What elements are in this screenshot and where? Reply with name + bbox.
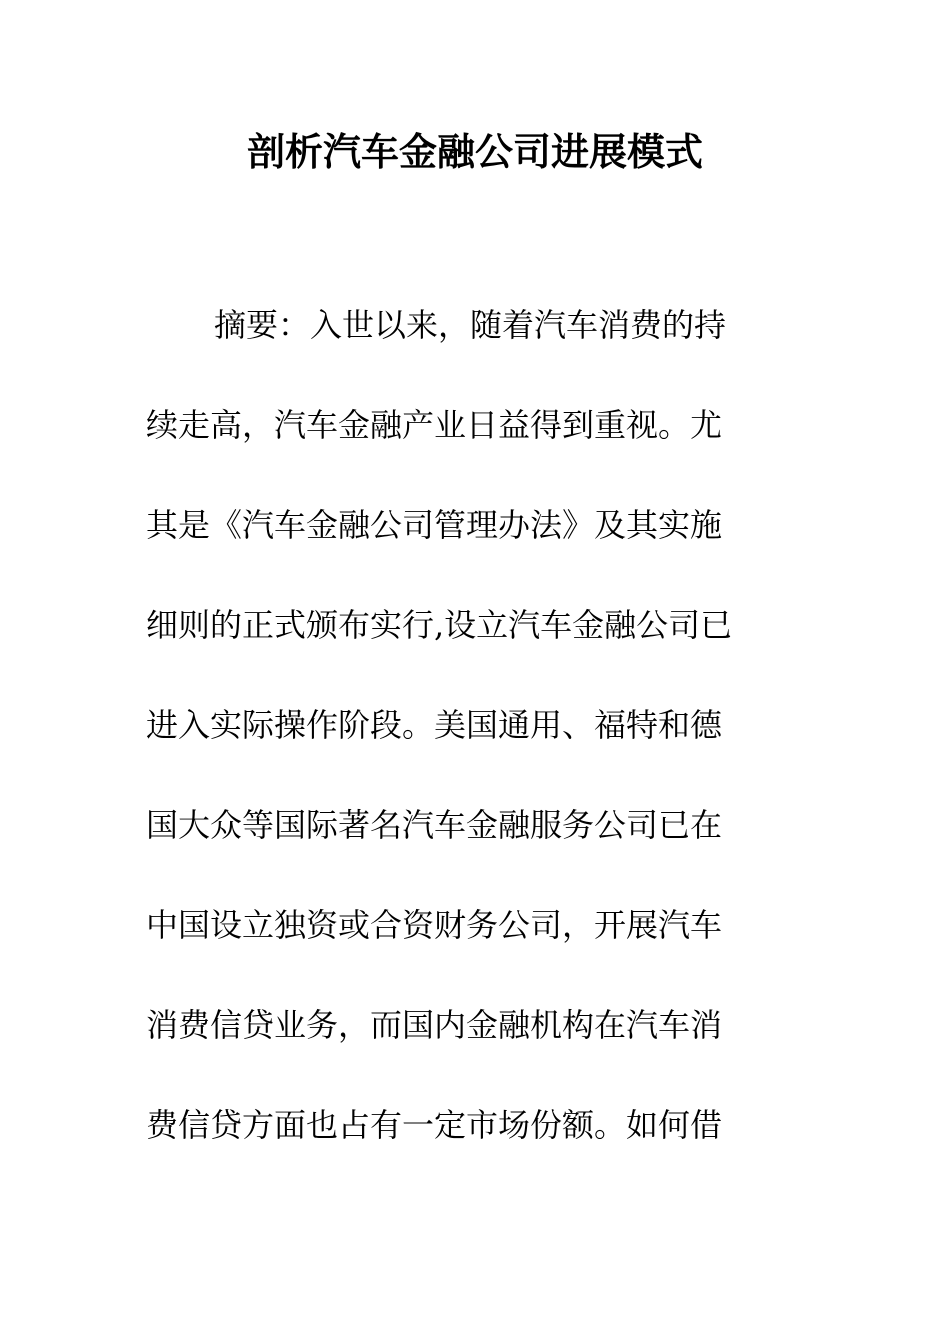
paragraph-line: 进入实际操作阶段。美国通用、福特和德 <box>146 706 723 744</box>
paragraph-line: 消费信贷业务，而国内金融机构在汽车消 <box>146 1006 723 1044</box>
paragraph-line: 其是《汽车金融公司管理办法》及其实施 <box>146 506 723 544</box>
paragraph-line: 续走高，汽车金融产业日益得到重视。尤 <box>146 406 723 444</box>
document-body <box>146 300 826 1200</box>
paragraph-line: 国大众等国际著名汽车金融服务公司已在 <box>146 806 723 844</box>
document-title: 剖析汽车金融公司进展模式 <box>246 130 703 174</box>
paragraph-line: 中国设立独资或合资财务公司，开展汽车 <box>146 906 723 944</box>
paragraph-line: 费信贷方面也占有一定市场份额。如何借 <box>146 1106 723 1144</box>
paragraph-line: 摘要：入世以来，随着汽车消费的持 <box>214 306 727 344</box>
paragraph-line: 细则的正式颁布实行,设立汽车金融公司已 <box>146 606 733 644</box>
